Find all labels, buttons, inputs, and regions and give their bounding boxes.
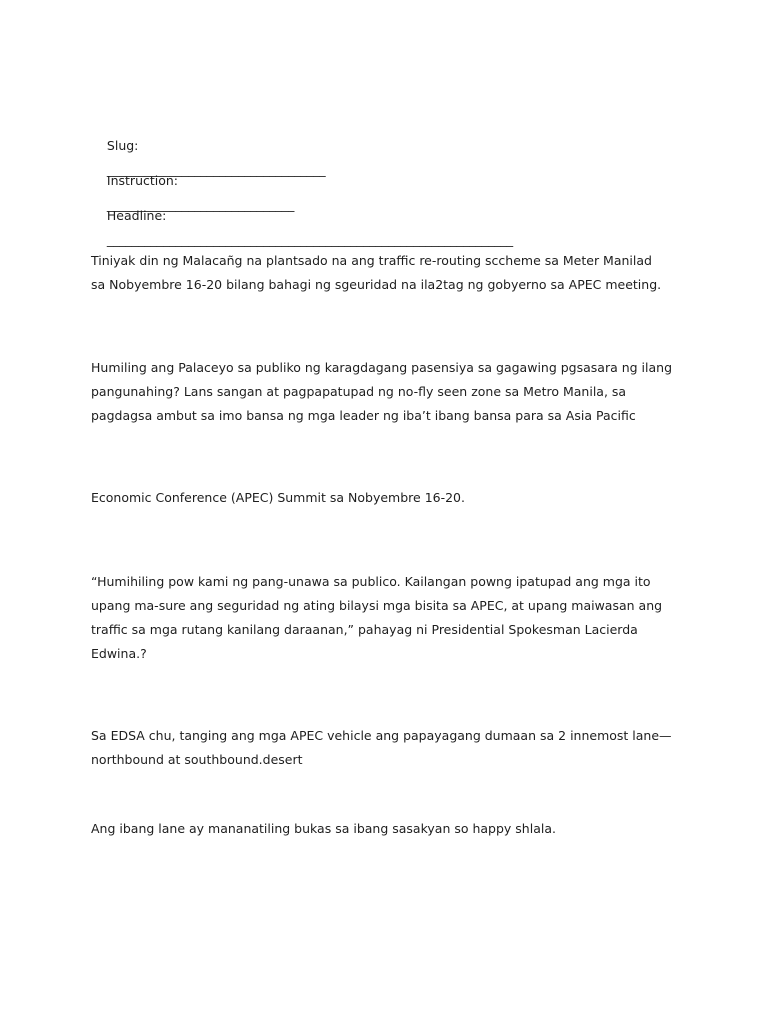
paragraph-2-line-1: Humiling ang Palaceyo sa publiko ng karagdagang pasensiya sa gagawing pgsasara ng ilang xyxy=(91,360,673,375)
headline-label: Headline: xyxy=(106,208,171,223)
instruction-blank: ______________________________ xyxy=(106,197,295,212)
headline-blank: _________________________________________________________________ xyxy=(106,232,514,247)
paragraph-1-line-2: sa Nobyembre 16-20 bilang bahagi ng sgeuridad na ila2tag ng gobyerno sa APEC meeting. xyxy=(91,277,662,292)
paragraph-6-line-1: Ang ibang lane ay mananatiling bukas sa ibang sasakyan so happy shlala. xyxy=(91,821,556,836)
paragraph-1-line-1: Tiniyak din ng Malacañg na plantsado na ang traffic re-routing sccheme sa Meter Manilad xyxy=(91,253,652,268)
paragraph-5-line-1: Sa EDSA chu, tanging ang mga APEC vehicle ang papayagang dumaan sa 2 innemost lane— xyxy=(91,728,672,743)
slug-label: Slug: xyxy=(106,138,143,153)
paragraph-5-line-2: northbound at southbound.desert xyxy=(91,752,303,767)
paragraph-2-line-2: pangunahing? Lans sangan at pagpapatupad ng no-fly seen zone sa Metro Manila, sa xyxy=(91,384,627,399)
slug-blank: ___________________________________ xyxy=(106,162,326,177)
paragraph-4-line-3: traffic sa mga rutang kanilang daraanan,” pahayag ni Presidential Spokesman Lacierda xyxy=(91,622,638,637)
paragraph-4-line-1: “Humihiling pow kami ng pang-unawa sa publico. Kailangan powng ipatupad ang mga ito xyxy=(91,574,651,589)
paragraph-4-line-2: upang ma-sure ang seguridad ng ating bilaysi mga bisita sa APEC, at upang maiwasan ang xyxy=(91,598,663,613)
instruction-label: Instruction: xyxy=(106,173,182,188)
paragraph-4-line-4: Edwina.? xyxy=(91,646,147,661)
paragraph-3-line-1: Economic Conference (APEC) Summit sa Nobyembre 16-20. xyxy=(91,490,465,505)
paragraph-2-line-3: pagdagsa ambut sa imo bansa ng mga leader ng iba’t ibang bansa para sa Asia Pacific xyxy=(91,408,636,423)
